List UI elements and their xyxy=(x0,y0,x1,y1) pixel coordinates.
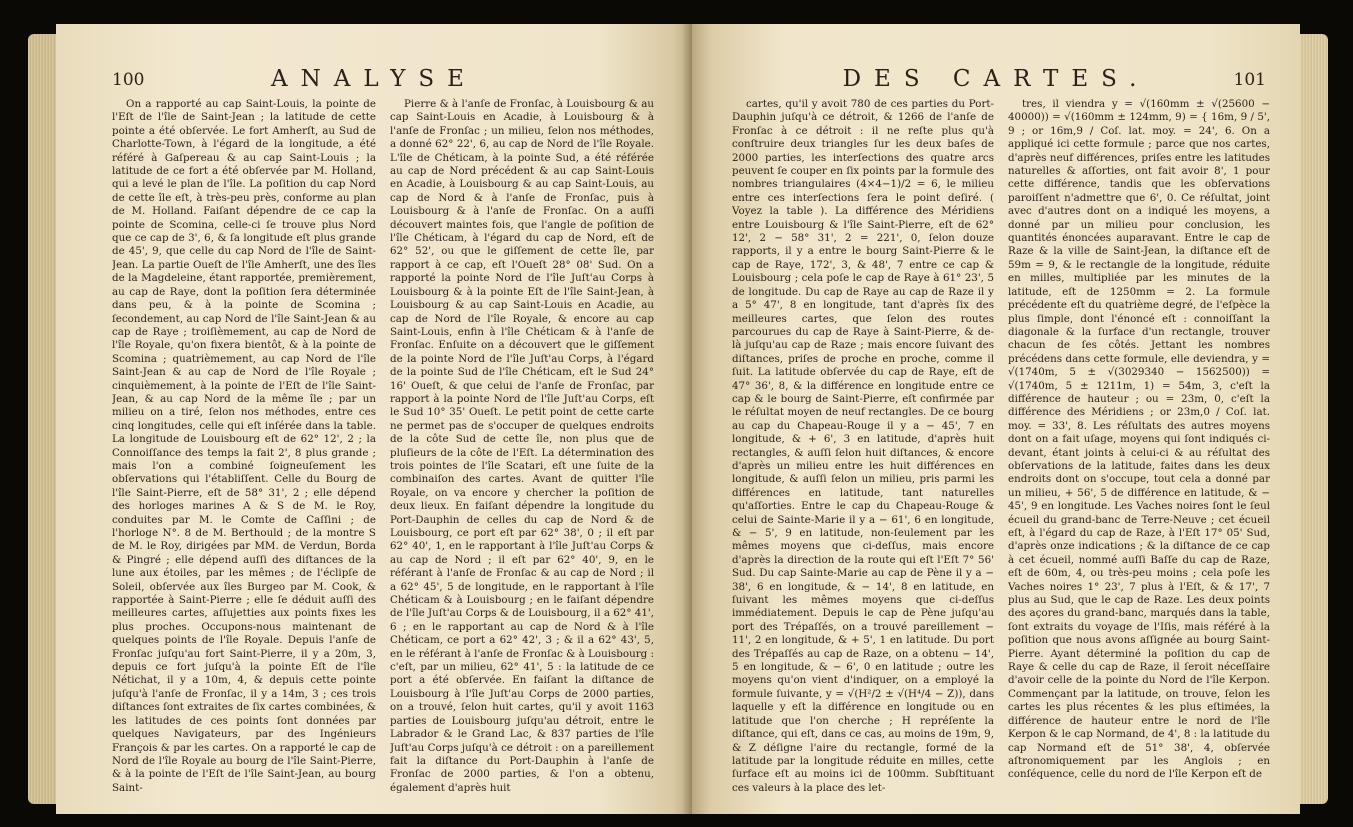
open-book xyxy=(28,24,1328,814)
right-column-1-text: cartes, qu'il y avoit 780 de ces parties du Port-Dauphin juſqu'à ce détroit, & 1266 de l'anſe de Fronſac à ce détroit : il ne reſte plus qu'à conſtruire deux triangles ſur les deux baſes de 2000 parties, les interſections des quatre arcs peuvent ſe couper en ſix points par la formule des nombres triangulaires (4×4−1)/2 = 6, le milieu entre ces interſections ſera le point deſiré. ( Voyez la table ). La différence des Méridiens entre Louisbourg & l'île Saint-Pierre, eſt de 62° 12', 2 − 58° 31', 2 = 221', 0, ſelon douze rapports, il y a entre le bourg Saint-Pierre & le cap de Raye, 172', 3, & 48', 7 entre ce cap & Louisbourg ; cela poſe le cap de Raye à 61° 23', 5 de longitude. Du cap de Raye au cap de Raze il y a 5° 47', 8 en longitude, tant d'après ſix des meilleures cartes, que ſelon des routes parcourues du cap de Raye à Saint-Pierre, & de-là juſqu'au cap de Raze ; mais encore ſuivant des diſtances, priſes de proche en proche, comme il ſuit. La latitude obſervée du cap de Raye, eſt de 47° 36', 8, & la différence en longitude entre ce cap & le bourg de Saint-Pierre, eſt confirmée par le réſultat moyen de neuf rectangles. De ce bourg au cap du Chapeau-Rouge il y a − 45', 7 en longitude, & + 6', 3 en latitude, d'après huit rectangles, & auſſi ſelon huit diſtances, & encore d'après un milieu entre les huit différences en longitude, & auſſi ſelon un milieu, pris parmi les différences en latitude, tant naturelles qu'aſſorties. Entre le cap du Chapeau-Rouge & celui de Sainte-Marie il y a − 61', 6 en longitude, & − 5', 9 en latitude, non-ſeulement par les mêmes moyens que ci-deſſus, mais encore d'après la direction de la route qui eſt l'Eſt 7° 56' Sud. Du cap Sainte-Marie au cap de Pène il y a − 38', 6 en longitude, & − 14', 8 en latitude, en ſuivant les mêmes moyens que ci-deſſus immédiatement. Depuis le cap de Pène juſqu'au port des Trépaſſés, on a trouvé pareillement − 11', 2 en longitude, & + 5', 1 en latitude. Du port des Trépaſſés au cap de Raze, on a obtenu − 14', 5 en longitude, & − 6', 0 en latitude ; outre les moyens qu'on vient d'indiquer, on a employé la formule ſuivante, y = √(H²/2 ± √(H⁴/4 − Z)), dans laquelle y eſt la différence en longitude ou en latitude que l'on cherche ; H repréſente la diſtance, qui eſt, dans ce cas, au moins de 19m, 9, & Z déſigne l'aire du rectangle, formé de la latitude par la longitude réduite en milles, cette ſurface eſt au moins ici de 100mm. Subſtituant ces valeurs à la place des let- xyxy=(732,98,994,794)
right-column-2 xyxy=(1008,98,1270,804)
right-page-body xyxy=(732,98,1270,804)
page-edges-left xyxy=(28,34,58,804)
left-column-2 xyxy=(390,98,654,804)
page-edges-right xyxy=(1300,34,1328,804)
left-page-body xyxy=(112,98,654,804)
running-title-right: DES CARTES. xyxy=(842,66,1150,92)
left-column-1 xyxy=(112,98,376,804)
right-column-2-text: tres, il viendra y = √(160mm ± √(25600 − 40000)) = √(160mm ± 124mm, 9) = { 16m, 9 / 5', 9 ; or 16m,9 / Coſ. lat. moy. = 24', 6. On a appliqué ici cette formule ; parce que nos cartes, d'après neuf différences, priſes entre les latitudes naturelles & aſſorties, ont fait avoir 8', 1 pour cette différence, tandis que les obſervations paroiſſent n'admettre que 6', 0. Ce réſultat, joint avec d'autres dont on a indiqué les moyens, a donné par un milieu pour conclusion, les quantités énoncées auparavant. Entre le cap de Raze & la ville de Saint-Jean, la diſtance eſt de 59m = 9, & le rectangle de la longitude, réduite en milles, multipliée par les minutes de la latitude, eſt de 1250mm = 2. La formule précédente eſt du quatrième degré, de l'eſpèce la plus ſimple, dont l'énoncé eſt : connoiſſant la diagonale & la ſurface d'un rectangle, trouver chacun de ſes côtés. Jettant les nombres précédens dans cette formule, elle deviendra, y = √(1740m, 5 ± √(3029340 − 1562500)) = √(1740m, 5 ± 1211m, 1) = 54m, 3, c'eſt la différence de hauteur ; ou = 23m, 0, c'eſt la différence des Méridiens ; or 23m,0 / Coſ. lat. moy. = 33', 8. Les réſultats des autres moyens dont on a fait uſage, moyens qui ſont indiqués ci-devant, étant joints à celui-ci & au réſultat des obſervations de la latitude, faites dans les deux endroits dont on s'occupe, tout cela a donné par un milieu, + 56', 5 de différence en latitude, & − 45', 9 en longitude. Les Vaches noires ſont le ſeul écueil du grand-banc de Terre-Neuve ; cet écueil eſt, à l'égard du cap de Raze, à l'Eſt 17° 05' Sud, d'après onze indications ; & la diſtance de ce cap à cet écueil, nommé auſſi Baſſe du cap de Raze, eſt de 60m, 4, ou très-peu moins ; cela poſe les Vaches noires 1° 23', 7 plus à l'Eſt, & & 17', 7 plus au Sud, que le cap de Raze. Les deux points des açores du grand-banc, marqués dans la table, ſont extraits du voyage de l'Iſis, mais référé à la poſition que nous avons aſſignée au bourg Saint-Pierre. Ayant déterminé la poſition du cap de Raye & celle du cap de Raze, il ſeroit néceſſaire d'avoir celle de la pointe du Nord de l'île Kerpon. Commençant par la latitude, on trouve, ſelon les cartes les plus récentes & les plus eſtimées, la différence de hauteur entre le nord de l'île Kerpon & le cap Normand, de 4', 8 : la latitude du cap Normand eſt de 51° 38', 4, obſervée aſtronomiquement par les Anglois ; en conſéquence, celle du nord de l'île Kerpon eſt de xyxy=(1008,98,1270,781)
running-title-left: ANALYSE xyxy=(271,66,477,92)
page-number-right: 101 xyxy=(1233,70,1266,90)
right-page xyxy=(692,24,1300,814)
page-number-left: 100 xyxy=(112,70,145,90)
left-page xyxy=(56,24,692,814)
left-column-1-text: On a rapporté au cap Saint-Louis, la pointe de l'Eſt de l'île de Saint-Jean ; la latitude de cette pointe a été obſervée. Le fort Amherſt, au Sud de Charlotte-Town, à l'égard de la longitude, a été référé à Gaſpereau & au cap Saint-Louis ; la latitude de ce fort a été obſervée par M. Holland, qui a levé le plan de l'île. La poſition du cap Nord de cette île eſt, à très-peu près, conforme au plan de M. Holland. Faiſant dépendre de ce cap la pointe de Scomina, celle-ci ſe trouve plus Nord que ce cap de 3', 6, & ſa longitude eſt plus grande de 45', 9, que celle du cap Nord de l'île de Saint-Jean. La partie Oueſt de l'île Amherſt, une des îles de la Magdeleine, étant rapportée, premièrement, au cap de Raye, dont la poſition ſera déterminée dans peu, & à la pointe de Scomina ; ſecondement, au cap Nord de l'île Saint-Jean & au cap de Raye ; troiſièmement, au cap de Nord de l'île Royale, qu'on fixera bientôt, & à la pointe de Scomina ; quatrièmement, au cap Nord de l'île Saint-Jean & au cap de Nord de l'île Royale ; cinquièmement, à la pointe de l'Eſt de l'île Saint-Jean, & au cap Nord de la même île ; par un milieu on a tiré, ſelon nos méthodes, entre ces cinq longitudes, celle qui eſt inſérée dans la table. La longitude de Louisbourg eſt de 62° 12', 2 ; la Connoiſſance des temps la fait 2', 8 plus grande ; mais l'on a combiné ſoigneuſement les obſervations qui l'établiſſent. Celle du Bourg de l'île Saint-Pierre, eſt de 58° 31', 2 ; elle dépend des horloges marines A & S de M. le Roy, conduites par M. le Comte de Caſſini ; de l'horloge N°. 8 de M. Berthould ; de la montre S de M. le Roy, dirigées par MM. de Verdun, Borda & Pingré ; elle dépend auſſi des diſtances de la lune aux étoiles, par les mêmes ; de l'éclipſe de Soleil, obſervée aux îles Burgeo par M. Cook, & rapportée à Saint-Pierre ; elle ſe déduit auſſi des meilleures cartes, aſſujetties aux points fixes les plus proches. Occupons-nous maintenant de quelques points de l'île Royale. Depuis l'anſe de Fronſac juſqu'au fort Saint-Pierre, il y a 20m, 3, depuis ce fort juſqu'à la pointe Eſt de l'île Nétichat, il y a 10m, 4, & depuis cette pointe juſqu'à l'anſe de Fronſac, il y a 14m, 3 ; ces trois diſtances ſont extraites de ſix cartes combinées, & les latitudes de ces points ſont données par quelques Navigateurs, par des Ingénieurs François & par les cartes. On a rapporté le cap de Nord de l'île Royale au bourg de l'île Saint-Pierre, & à la pointe de l'Eſt de l'île Saint-Jean, au bourg Saint- xyxy=(112,98,376,794)
left-running-head xyxy=(56,66,692,96)
right-column-1 xyxy=(732,98,994,804)
right-running-head xyxy=(692,66,1300,96)
left-column-2-text: Pierre & à l'anſe de Fronſac, à Louisbourg & au cap Saint-Louis en Acadie, à Louisbourg & à l'anſe de Fronſac ; un milieu, ſelon nos méthodes, a donné 62° 22', 6, au cap de Nord de l'île Royale. L'île de Chéticam, à la pointe Sud, a été référée au cap de Nord précédent & au cap Saint-Louis en Acadie, à Louisbourg & au cap Saint-Louis, au cap de Nord & à l'anſe de Fronſac, puis à Louisbourg & à l'anſe de Fronſac. On a auſſi découvert maintes fois, que l'angle de poſition de l'île Chéticam, à l'égard du cap de Nord, eſt de 62° 52', ou que le giſſement de cette île, par rapport à ce cap, eſt l'Oueſt 28° 08' Sud. On a rapporté la pointe Nord de l'île Juſt'au Corps à Louisbourg & à la pointe Eſt de l'île Saint-Jean, à Louisbourg & au cap Saint-Louis en Acadie, au cap de Nord de l'île Royale, & encore au cap Saint-Louis, enfin à l'île Chéticam & à l'anſe de Fronſac. Enſuite on a découvert que le giſſement de la pointe Nord de l'île Juſt'au Corps, à l'égard de la pointe Sud de l'île Chéticam, eſt le Sud 24° 16' Oueſt, & que celui de l'anſe de Fronſac, par rapport à la pointe Nord de l'île Juſt'au Corps, eſt le Sud 10° 35' Oueſt. Le petit point de cette carte ne permet pas de s'occuper de quelques endroits de la côte Sud de cette île, non plus que de pluſieurs de la côte de l'Eſt. La détermination des trois pointes de l'île Scatari, eſt une ſuite de la combinaiſon des cartes. Avant de quitter l'île Royale, on va encore y chercher la poſition de deux lieux. En faiſant dépendre la longitude du Port-Dauphin de celles du cap de Nord & de Louisbourg, ce port eſt par 62° 38', 0 ; il eſt par 62° 40', 1, en le rapportant à l'île Juſt'au Corps & au cap de Nord ; il eſt par 62° 40', 9, en le référant à l'anſe de Fronſac & au cap de Nord ; il a 62° 45', 5 de longitude, en le rapportant à l'île Chéticam & à Louisbourg ; en le faiſant dépendre de l'île Juſt'au Corps & de Louisbourg, il a 62° 41', 6 ; en le rapportant au cap de Nord & à l'île Chéticam, ce port a 62° 42', 3 ; & il a 62° 43', 5, en le référant à l'anſe de Fronſac & à Louisbourg : c'eſt, par un milieu, 62° 41', 5 : la latitude de ce port a été obſervée. En faiſant la diſtance de Louisbourg à l'île Juſt'au Corps de 2000 parties, on a trouvé, ſelon huit cartes, qu'il y avoit 1163 parties de Louisbourg juſqu'au détroit, entre le Labrador & le Grand Lac, & 837 parties de l'île Juſt'au Corps juſqu'à ce détroit : on a pareillement fait la diſtance du Port-Dauphin à l'anſe de Fronſac de 2000 parties, & l'on a obtenu, également d'après huit xyxy=(390,98,654,794)
